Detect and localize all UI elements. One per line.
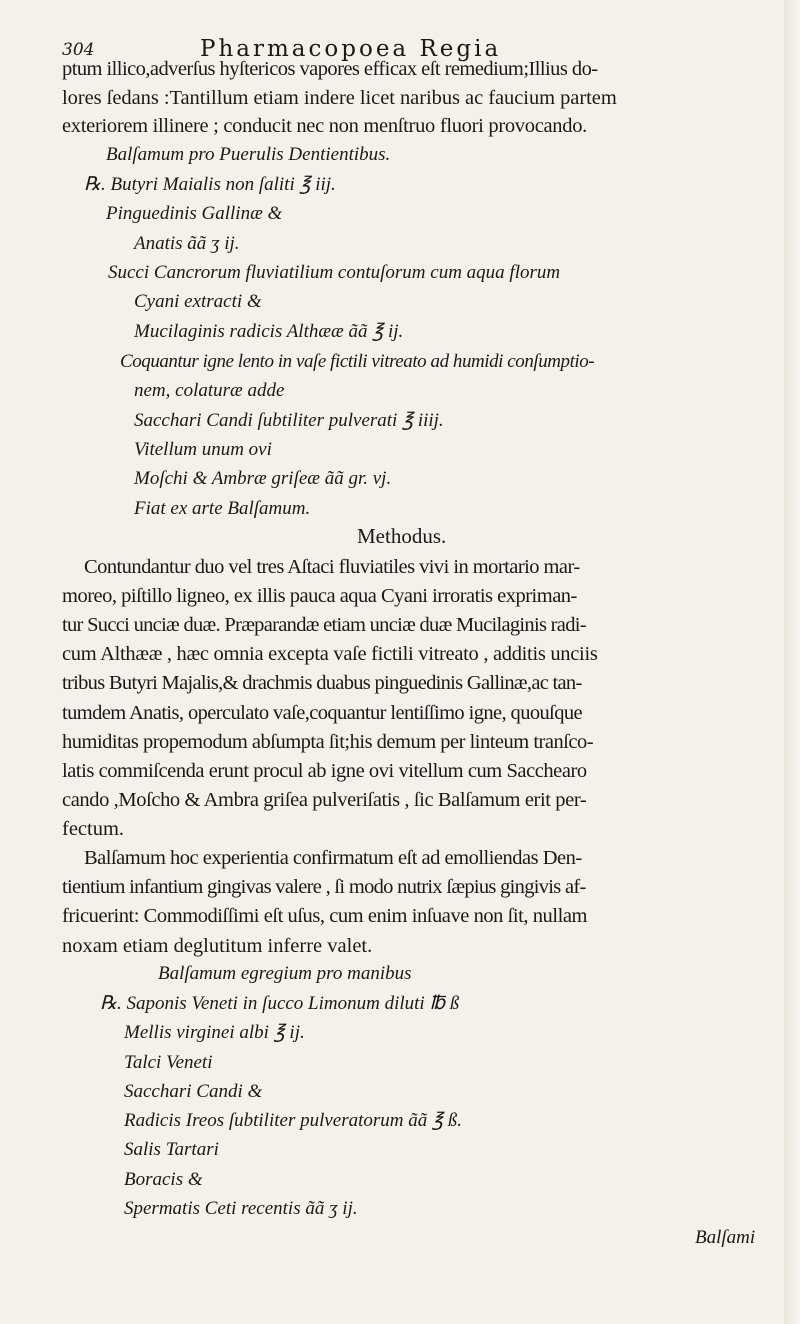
recipe-line: Sacchari Candi & (124, 1081, 263, 1102)
text-line: exteriorem illinere ; conducit nec non menſtruo fluori provocando. (62, 115, 587, 137)
recipe-heading: Balſamum pro Puerulis Dentientibus. (106, 144, 391, 165)
recipe-line: ℞. Butyri Maialis non ſaliti ℥ iij. (84, 174, 336, 195)
recipe-line: Talci Veneti (124, 1052, 213, 1073)
text-line: tribus Butyri Majalis,& drachmis duabus pinguedinis Gallinæ,ac tan- (62, 672, 582, 694)
recipe-line: Coquantur igne lento in vaſe fictili vitreato ad humidi conſumptio- (120, 351, 595, 372)
text-line: moreo, piſtillo ligneo, ex illis pauca aqua Cyani irroratis expriman- (62, 585, 577, 607)
recipe-line: Vitellum unum ovi (134, 439, 272, 460)
recipe-line: Mucilaginis radicis Althææ ãã ℥ ij. (134, 321, 404, 342)
recipe-line: Succi Cancrorum fluviatilium contuſorum cum aqua florum (108, 262, 561, 283)
text-line: tumdem Anatis, operculato vaſe,coquantur lentiſſimo igne, quouſque (62, 702, 583, 724)
recipe-line: Salis Tartari (124, 1139, 219, 1160)
text-line: ptum illico,adverſus hyſtericos vapores efficax eſt remedium;Illius do- (62, 58, 598, 80)
recipe-line: Mellis virginei albi ℥ ij. (124, 1022, 305, 1043)
recipe-line: Spermatis Ceti recentis ãã ʒ ij. (124, 1198, 358, 1219)
running-title: Pharmacopoea Regia (200, 36, 502, 62)
section-heading: Methodus. (357, 524, 447, 548)
recipe-line: Anatis ãã ʒ ij. (134, 233, 240, 254)
recipe-line: nem, colaturæ adde (134, 380, 285, 401)
recipe-line: Moſchi & Ambræ griſeæ ãã gr. vj. (134, 468, 392, 489)
page-edge (784, 0, 800, 1324)
recipe-line: Boracis & (124, 1169, 203, 1190)
recipe-line: Radicis Ireos ſubtiliter pulveratorum ãã ℥ ß. (124, 1110, 462, 1131)
text-line: lores ſedans :Tantillum etiam indere licet naribus ac faucium partem (62, 87, 617, 109)
recipe-line: Fiat ex arte Balſamum. (134, 498, 311, 519)
text-line: Balſamum hoc experientia confirmatum eſt ad emolliendas Den- (84, 847, 582, 869)
text-line: fricuerint: Commodiſſimi eſt uſus, cum enim inſuave non ſit, nullam (62, 905, 587, 927)
recipe-line: Pinguedinis Gallinæ & (106, 203, 283, 224)
recipe-line: ℞. Saponis Veneti in ſucco Limonum diluti ℔ ß (100, 993, 460, 1014)
text-line: cando ,Moſcho & Ambra griſea pulveriſatis , ſic Balſamum erit per- (62, 789, 587, 811)
text-line: latis commiſcenda erunt procul ab igne ovi vitellum cum Sacchearo (62, 760, 587, 782)
page-number: 304 (62, 40, 95, 60)
text-line: noxam etiam deglutitum inferre valet. (62, 935, 373, 957)
recipe-line: Cyani extracti & (134, 291, 262, 312)
text-line: tientium infantium gingivas valere , ſi modo nutrix ſæpius gingivis af- (62, 876, 586, 898)
text-line: tur Succi unciæ duæ. Præparandæ etiam unciæ duæ Mucilaginis radi- (62, 614, 586, 636)
catchword: Balſami (695, 1227, 756, 1248)
text-line: cum Althææ , hæc omnia excepta vaſe fictili vitreato , additis unciis (62, 643, 598, 665)
recipe-heading: Balſamum egregium pro manibus (158, 963, 412, 984)
text-line: Contundantur duo vel tres Aſtaci fluviatiles vivi in mortario mar- (84, 556, 580, 578)
text-line: humiditas propemodum abſumpta ſit;his demum per linteum tranſco- (62, 731, 594, 753)
recipe-line: Sacchari Candi ſubtiliter pulverati ℥ iiij. (134, 410, 444, 431)
text-line: fectum. (62, 818, 125, 840)
